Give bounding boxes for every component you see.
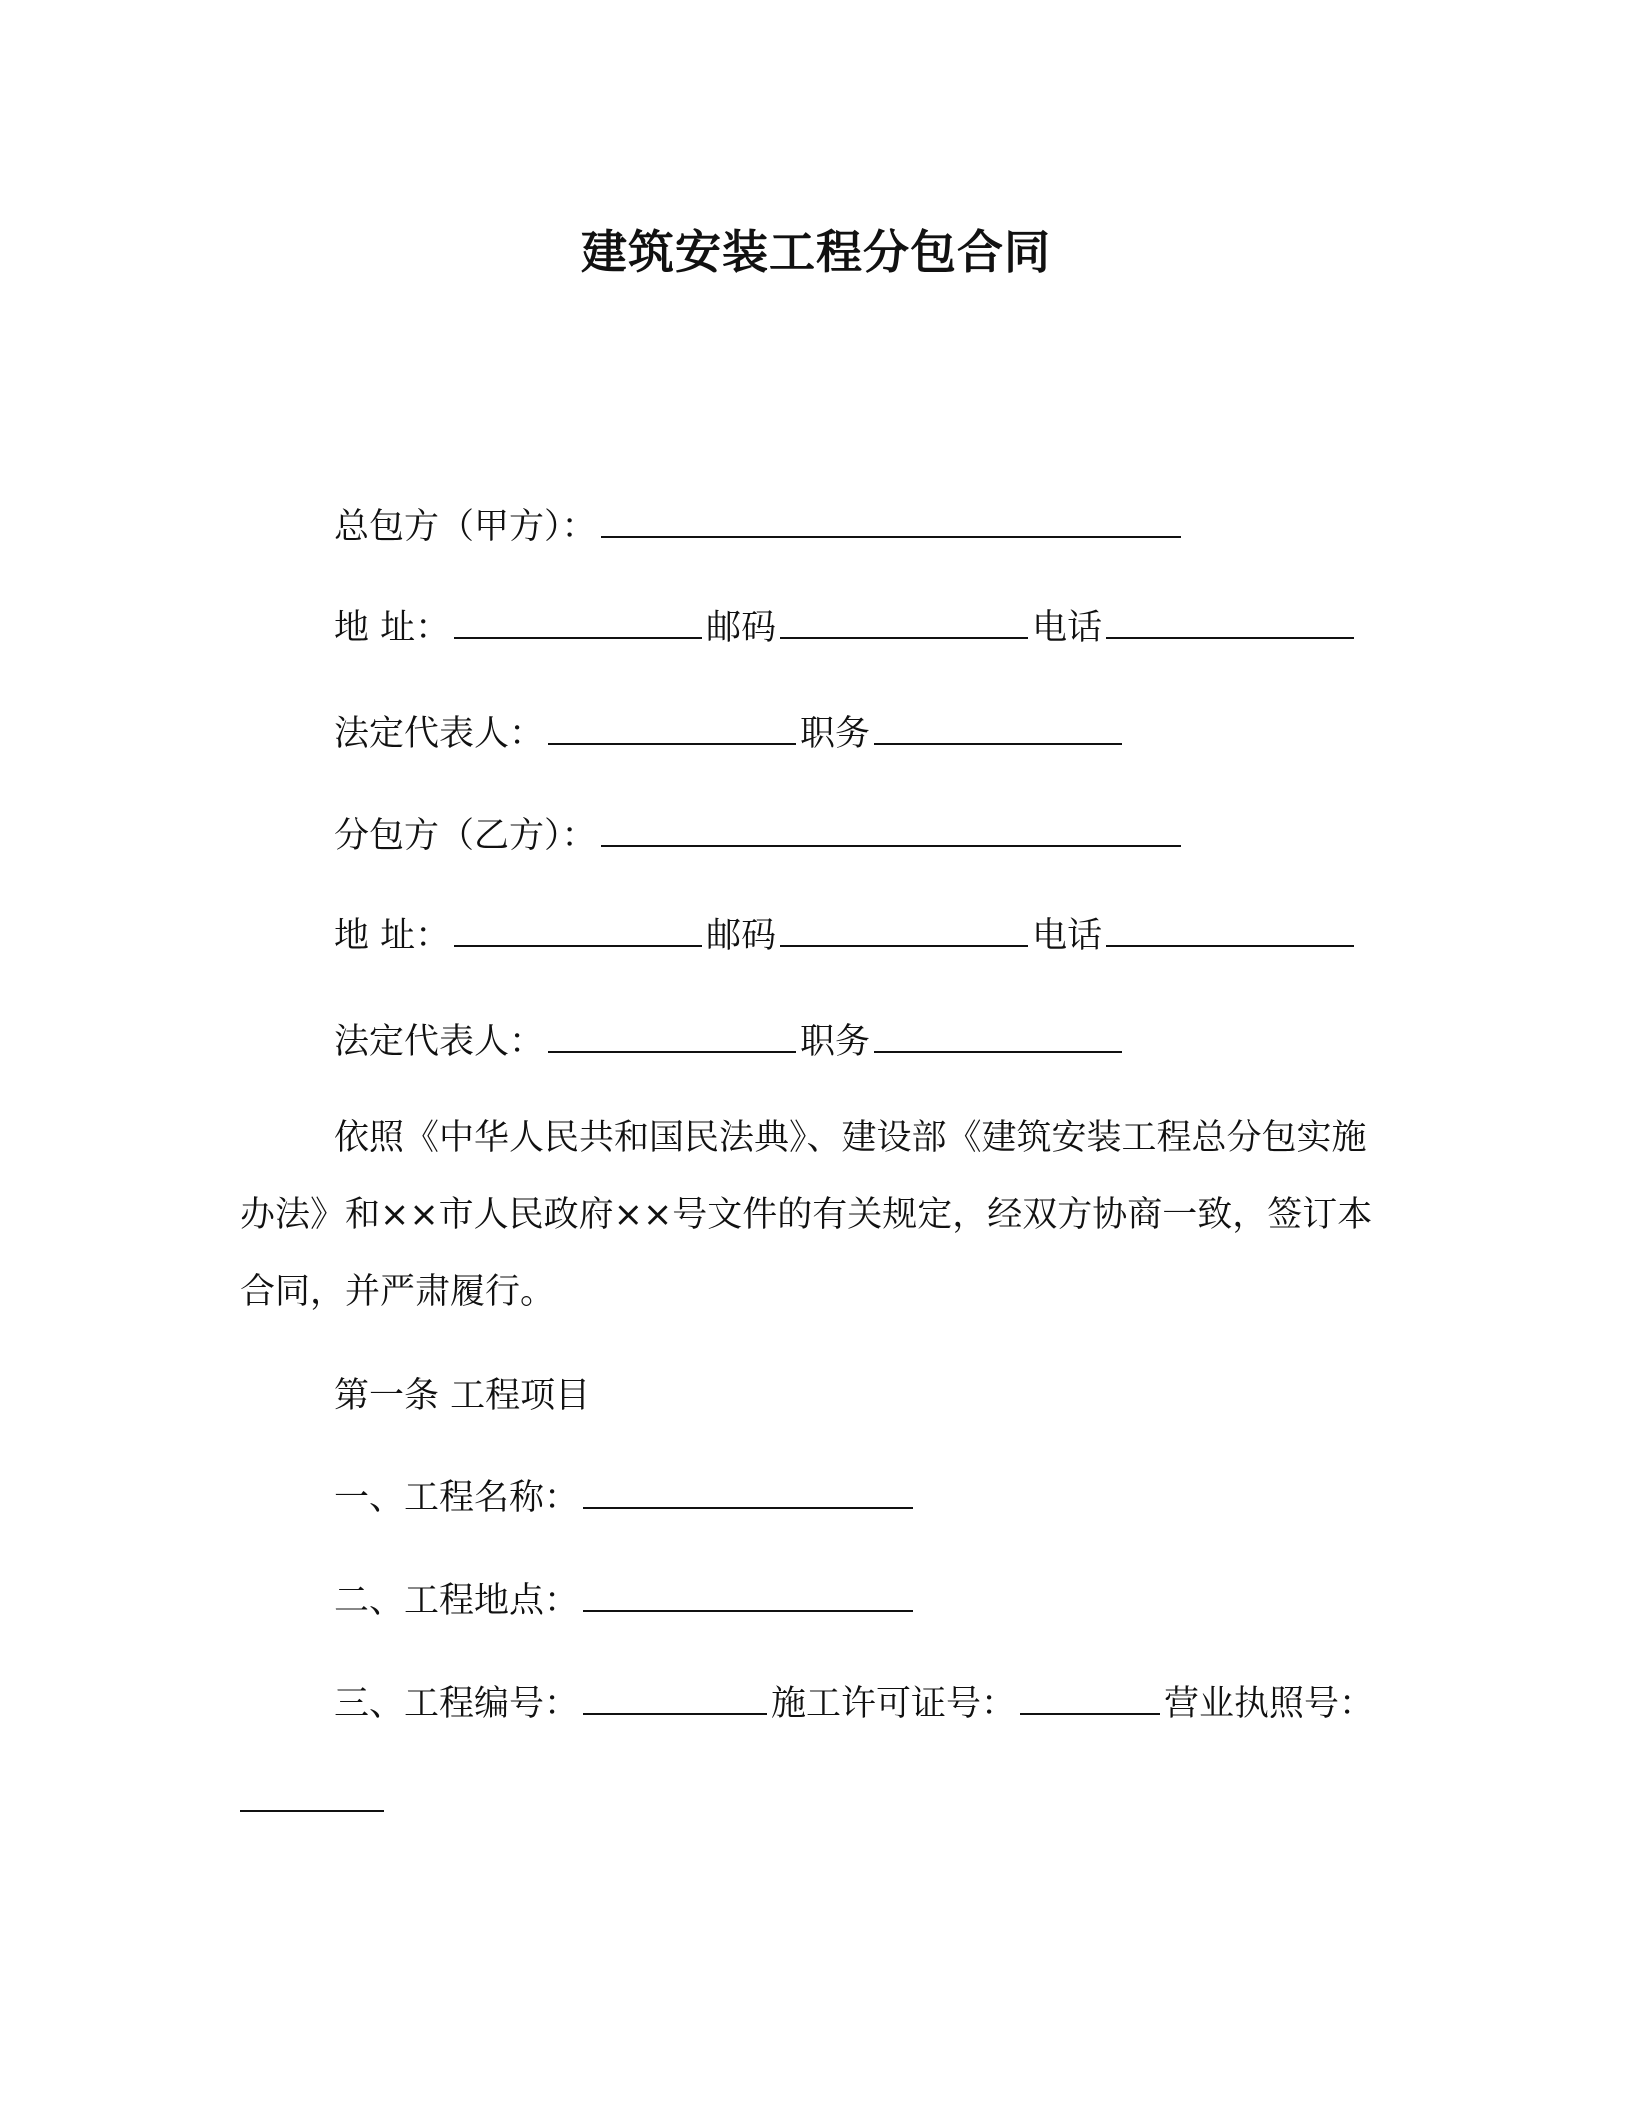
party-b-phone-blank [1106,915,1354,947]
party-a-name-blank [601,506,1181,538]
project-number-blank [583,1683,767,1715]
project-name-line [334,1474,917,1522]
project-location-blank [583,1580,913,1612]
party-b-address-blank [454,915,702,947]
project-location-line [334,1577,917,1625]
project-number-line [334,1680,1374,1728]
party-b-name-blank [601,815,1181,847]
party-b-contact-line [334,912,1358,960]
party-a-label: 总包方（甲方）： [334,507,597,547]
permit-blank [1020,1683,1160,1715]
project-name-blank [583,1477,913,1509]
party-b-postcode-blank [780,915,1028,947]
license-blank-continuation [240,1810,384,1812]
party-b-position-label: 职务 [800,1022,871,1062]
party-a-address-blank [454,607,702,639]
party-a-postcode-blank [780,607,1028,639]
party-b-rep-line [334,1018,1126,1066]
party-b-line [334,812,1185,860]
project-name-label: 一、工程名称： [334,1478,580,1518]
party-a-rep-label: 法定代表人： [334,714,545,754]
party-b-address-label: 地 址： [334,916,451,956]
license-label: 营业执照号： [1164,1684,1375,1724]
permit-label: 施工许可证号： [771,1684,1017,1724]
party-b-label: 分包方（乙方）： [334,816,597,856]
party-b-rep-blank [548,1021,796,1053]
party-a-postcode-label: 邮码 [706,608,777,648]
document-title: 建筑安装工程分包合同 [581,225,1051,279]
party-a-rep-blank [548,713,796,745]
party-a-rep-line [334,710,1126,758]
preamble-paragraph: 依照《中华人民共和国民法典》、建设部《建筑安装工程总分包实施办法》和××市人民政府××号文件的有关规定，经双方协商一致，签订本合同，并严肃履行。 [240,1118,1373,1312]
party-a-address-label: 地 址： [334,608,451,648]
party-b-phone-label: 电话 [1032,916,1103,956]
project-location-label: 二、工程地点： [334,1581,580,1621]
article-1-heading: 第一条 工程项目 [334,1376,591,1416]
party-a-position-blank [874,713,1122,745]
party-a-phone-blank [1106,607,1354,639]
party-b-position-blank [874,1021,1122,1053]
party-a-position-label: 职务 [800,714,871,754]
project-number-label: 三、工程编号： [334,1684,580,1724]
party-a-contact-line [334,604,1358,652]
party-a-phone-label: 电话 [1032,608,1103,648]
party-b-rep-label: 法定代表人： [334,1022,545,1062]
party-b-postcode-label: 邮码 [706,916,777,956]
party-a-line [334,503,1185,551]
